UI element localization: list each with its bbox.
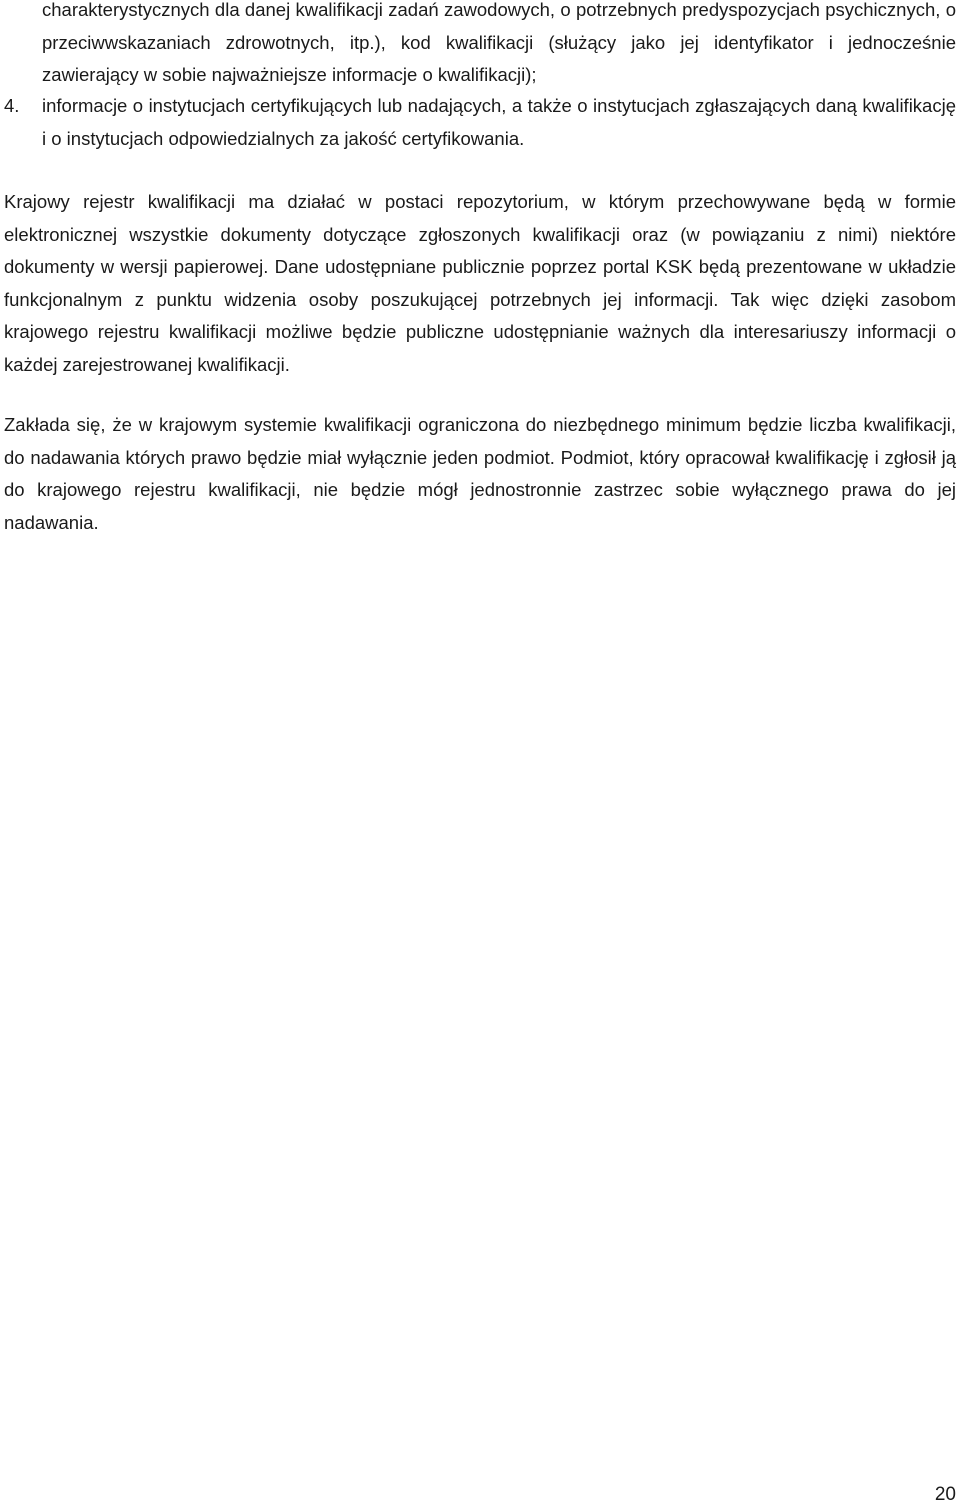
list-continuation-text: charakterystycznych dla danej kwalifikacji zadań zawodowych, o potrzebnych predyspozycjach psychicznych, o przeciwwskazaniach zdrowotnych, itp.), kod kwalifikacji (służący jako jej identyfikator i jednocześnie zawierający w sobie najważniejsze informacje o kwalifikacji); [42,0,956,85]
list-item-text: informacje o instytucjach certyfikujących lub nadających, a także o instytucjach zgłaszających daną kwalifikację i o instytucjach odpowiedzialnych za jakość certyfikowania. [42,95,956,149]
paragraph-zaklada-sie: Zakłada się, że w krajowym systemie kwalifikacji ograniczona do niezbędnego minimum będzie liczba kwalifikacji, do nadawania których prawo będzie miał wyłącznie jeden podmiot. Podmiot, który opracował kwalifikację i zgłosił ją do krajowego rejestru kwalifikacji, nie będzie mógł jednostronnie zastrzec sobie wyłącznego prawa do jej nadawania. [4,414,956,533]
list-item-number: 4. [4,95,20,116]
paragraph-krajowy-rejestr: Krajowy rejestr kwalifikacji ma działać w postaci repozytorium, w którym przechowywane będą w formie elektronicznej wszystkie dokumenty dotyczące zgłoszonych kwalifikacji oraz (w powiązaniu z nimi) niektóre dokumenty w wersji papierowej. Dane udostępniane publicznie poprzez portal KSK będą prezentowane w układzie funkcjonalnym z punktu widzenia osoby poszukującej potrzebnych jej informacji. Tak więc dzięki zasobom krajowego rejestru kwalifikacji możliwe będzie publiczne udostępnianie ważnych dla interesariuszy informacji o każdej zarejestrowanej kwalifikacji. [4,191,956,375]
page-number: 20 [934,1484,956,1505]
